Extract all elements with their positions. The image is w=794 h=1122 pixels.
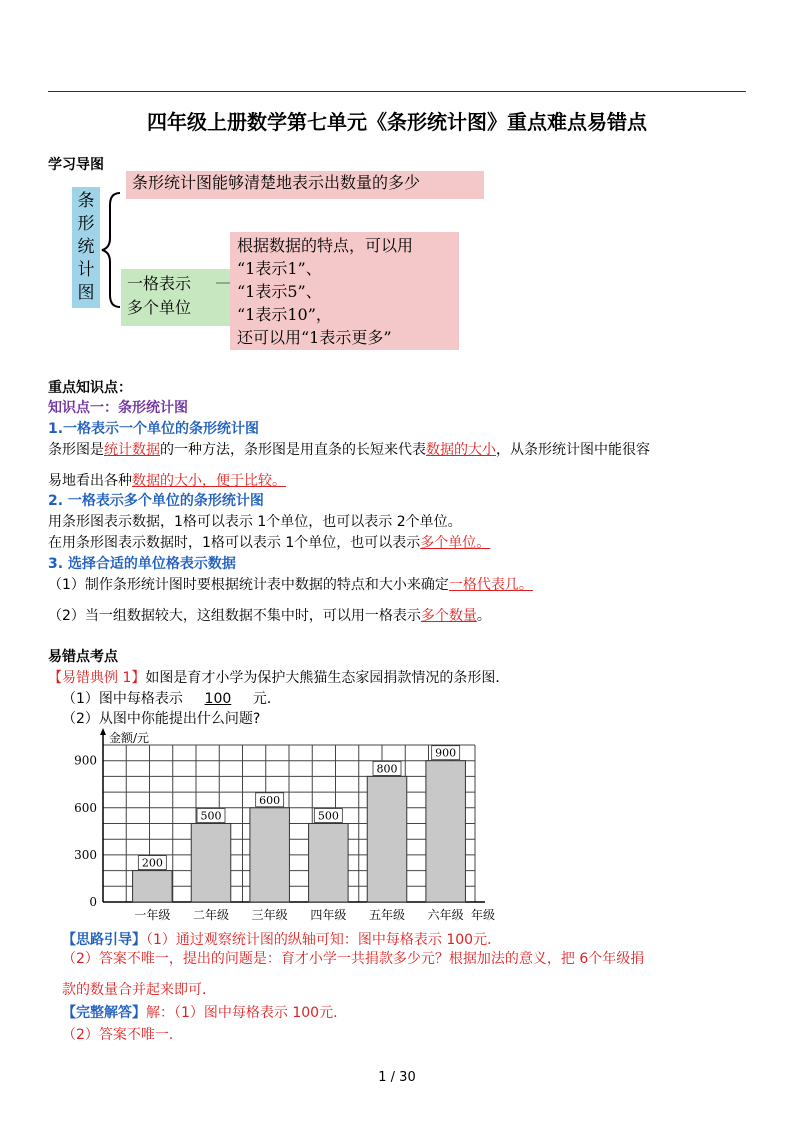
detail-line: 根据数据的特点，可以用 (237, 236, 414, 255)
y-tick-label: 0 (89, 895, 97, 909)
top-rule (48, 91, 746, 92)
y-tick-label: 900 (74, 753, 97, 768)
bar-value-label: 600 (259, 793, 281, 807)
sub2-line1: 用条形图表示数据，1格可以表示 1个单位，也可以表示 2个单位。 (48, 514, 462, 530)
page-title: 四年级上册数学第七单元《条形统计图》重点难点易错点 (147, 110, 647, 134)
bar-value-label: 200 (141, 856, 163, 870)
x-tick-label: 二年级 (192, 908, 230, 922)
root-char: 图 (77, 283, 95, 303)
root-char: 计 (77, 260, 95, 280)
highlight-text: 多个单位。 (420, 535, 491, 551)
detail-line: “1表示1”、 (237, 259, 322, 278)
y-tick-label: 300 (74, 847, 97, 862)
x-tick-label: 六年级 (427, 908, 464, 922)
bar-value-label: 500 (317, 809, 339, 823)
hint-line1 (62, 929, 501, 949)
text: 解：（1）图中每格表示 100元． (146, 1005, 348, 1021)
sub1-title: 1.一格表示一个单位的条形统计图 (48, 421, 260, 437)
hint-line3: 款的数量合并起来即可． (62, 982, 216, 998)
text: 元． (252, 691, 281, 707)
x-tick-label: 一年级 (134, 908, 171, 922)
q1-line (62, 688, 281, 708)
errors-heading: 易错点考点 (48, 649, 118, 665)
example-tag: 【易错典例 1】 (48, 670, 146, 686)
answer-line2: （2）答案不唯一． (62, 1027, 183, 1043)
bar (133, 871, 173, 902)
keypoints-heading: 重点知识点： (48, 380, 132, 396)
x-tick-label: 五年级 (368, 908, 406, 922)
highlight-text: 统计数据 (104, 442, 160, 458)
text: （1）图中每格表示 (62, 691, 183, 707)
hint-line2: （2）答案不唯一，提出的问题是：育才小学一共捐款多少元？根据加法的意义，把 6个年级捐 (62, 951, 645, 967)
sub1-line2 (48, 470, 286, 490)
bar-chart (70, 725, 502, 927)
y-axis-label: 金额/元 (109, 731, 150, 745)
bar (426, 761, 466, 902)
mindmap-branch2-detail (230, 232, 459, 350)
highlight-text: 多个数量 (420, 608, 477, 624)
point1-title: 知识点一：条形统计图 (48, 400, 188, 416)
bar (367, 776, 407, 902)
mindmap-branch1: 条形统计图能够清楚地表示出数量的多少 (126, 171, 484, 199)
text: （1）制作条形统计图时要根据统计表中数据的特点和大小来确定 (48, 577, 449, 593)
q2-line: （2）从图中你能提出什么问题? (62, 711, 261, 727)
bar (309, 824, 349, 903)
sub3-title: 3. 选择合适的单位格表示数据 (48, 556, 236, 572)
detail-line: “1表示10”， (237, 305, 332, 324)
highlight-text: 数据的大小，便于比较。 (132, 473, 286, 489)
bar (250, 808, 290, 902)
text: 条形图是 (48, 442, 104, 458)
highlight-text: 一格代表几。 (448, 577, 533, 593)
y-axis-arrow-icon (100, 728, 106, 735)
sub1-line1 (48, 439, 650, 459)
text: ，从条形统计图中能很容 (496, 442, 650, 458)
bar-value-label: 800 (376, 762, 398, 776)
detail-line: 还可以用“1表示更多” (237, 328, 392, 347)
highlight-text: 数据的大小 (426, 442, 496, 458)
y-tick-label: 600 (74, 800, 97, 815)
bar-value-label: 500 (200, 809, 222, 823)
detail-line: “1表示5”、 (237, 282, 322, 301)
mindmap-heading: 学习导图 (48, 157, 104, 173)
text: 的一种方法，条形图是用直条的长短来代表 (160, 442, 426, 458)
text: （1）通过观察统计图的纵轴可知：图中每格表示 100元． (146, 932, 502, 948)
branch2-line: 一格表示 (127, 274, 192, 293)
sub2-title: 2. 一格表示多个单位的条形统计图 (48, 493, 264, 509)
text: 易地看出各种 (48, 473, 132, 489)
answer-line1 (62, 1002, 347, 1022)
x-tick-label: 三年级 (251, 908, 288, 922)
branch2-line: 多个单位 (127, 298, 192, 317)
answer-blank: 100 (204, 691, 232, 707)
text: 在用条形图表示数据时，1格可以表示 1个单位，也可以表示 (48, 535, 421, 551)
text: 如图是育才小学为保护大熊猫生态家园捐款情况的条形图． (145, 670, 510, 686)
sub2-line2 (48, 532, 490, 552)
text: 。 (476, 608, 491, 624)
sub3-line1 (48, 574, 533, 594)
x-axis-label: 年级 (470, 908, 496, 922)
bar (191, 824, 231, 903)
bar-value-label: 900 (435, 746, 457, 760)
text: （2）当一组数据较大，这组数据不集中时，可以用一格表示 (48, 608, 421, 624)
x-tick-label: 四年级 (310, 908, 347, 922)
hint-tag: 【思路引导】 (62, 932, 146, 948)
example-question (48, 667, 509, 687)
root-char: 统 (77, 237, 95, 257)
answer-tag: 【完整解答】 (62, 1005, 146, 1021)
root-char: 条 (77, 191, 95, 211)
sub3-line2 (48, 605, 491, 625)
page-number: 1 / 30 (378, 1070, 416, 1085)
root-char: 形 (77, 214, 95, 234)
